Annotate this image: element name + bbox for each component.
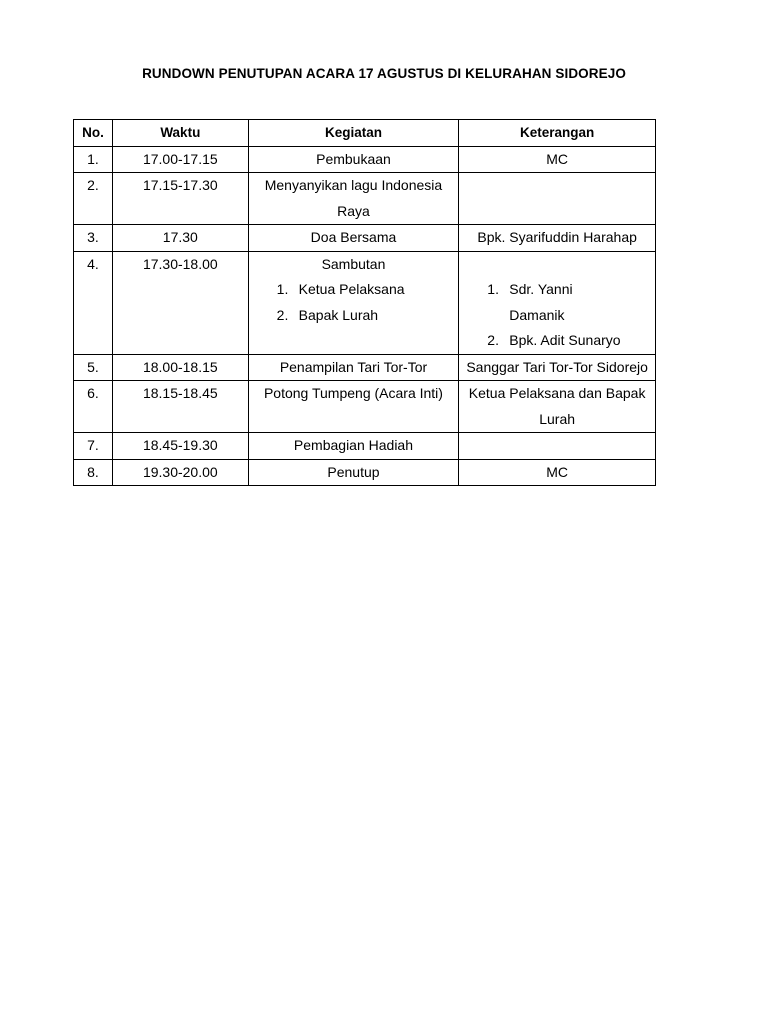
list-item [487,328,651,354]
table-row [74,381,656,433]
cell-waktu: 18.45-19.30 [112,433,248,460]
cell-keterangan: Sanggar Tari Tor-Tor Sidorejo [459,354,656,381]
table-row [74,173,656,225]
kegiatan-heading: Sambutan [321,255,386,272]
cell-no: 5. [74,354,113,381]
cell-waktu: 17.30-18.00 [112,251,248,354]
list-number: 1. [276,281,289,297]
cell-keterangan: Bpk. Syarifuddin Harahap [459,225,656,252]
cell-keterangan [459,173,656,225]
column-header-kegiatan: Kegiatan [248,120,459,147]
list-text: Ketua Pelaksana [298,281,405,297]
cell-waktu: 19.30-20.00 [112,459,248,486]
cell-no: 8. [74,459,113,486]
list-item [487,277,651,328]
table-header-row [74,120,656,147]
table-row [74,251,656,354]
cell-no: 7. [74,433,113,460]
cell-no: 6. [74,381,113,433]
table-row [74,354,656,381]
cell-no: 3. [74,225,113,252]
table-row [74,433,656,460]
numbered-list [463,277,651,354]
cell-waktu: 18.00-18.15 [112,354,248,381]
column-header-keterangan: Keterangan [459,120,656,147]
cell-kegiatan: Potong Tumpeng (Acara Inti) [248,381,459,433]
table-row [74,225,656,252]
cell-waktu: 18.15-18.45 [112,381,248,433]
cell-kegiatan: Pembukaan [248,146,459,173]
cell-waktu: 17.15-17.30 [112,173,248,225]
cell-kegiatan [248,251,459,354]
list-item [277,277,455,303]
cell-kegiatan: Pembagian Hadiah [248,433,459,460]
list-item [277,303,455,329]
table-row [74,146,656,173]
cell-waktu: 17.00-17.15 [112,146,248,173]
keterangan-spacer [555,256,559,272]
list-text-continuation: Damanik [509,306,565,323]
cell-keterangan: MC [459,459,656,486]
rundown-table [73,119,656,486]
list-number: 2. [487,332,499,348]
list-number: 1. [487,281,499,297]
cell-no: 1. [74,146,113,173]
column-header-waktu: Waktu [112,120,248,147]
cell-waktu: 17.30 [112,225,248,252]
cell-kegiatan: Doa Bersama [248,225,459,252]
cell-no: 4. [74,251,113,354]
cell-kegiatan: Penutup [248,459,459,486]
page-title: RUNDOWN PENUTUPAN ACARA 17 AGUSTUS DI KELURAHAN SIDOREJO [142,66,626,81]
cell-kegiatan: Menyanyikan lagu Indonesia Raya [248,173,459,225]
table-row [74,459,656,486]
numbered-list [253,277,455,328]
cell-keterangan: Ketua Pelaksana dan Bapak Lurah [459,381,656,433]
list-text: Bapak Lurah [298,306,379,323]
list-number: 2. [276,306,289,323]
cell-no: 2. [74,173,113,225]
cell-keterangan [459,251,656,354]
cell-keterangan [459,433,656,460]
cell-keterangan: MC [459,146,656,173]
column-header-no: No. [74,120,113,147]
list-text: Sdr. Yanni [509,281,573,297]
list-text: Bpk. Adit Sunaryo [509,332,621,348]
cell-kegiatan: Penampilan Tari Tor-Tor [248,354,459,381]
